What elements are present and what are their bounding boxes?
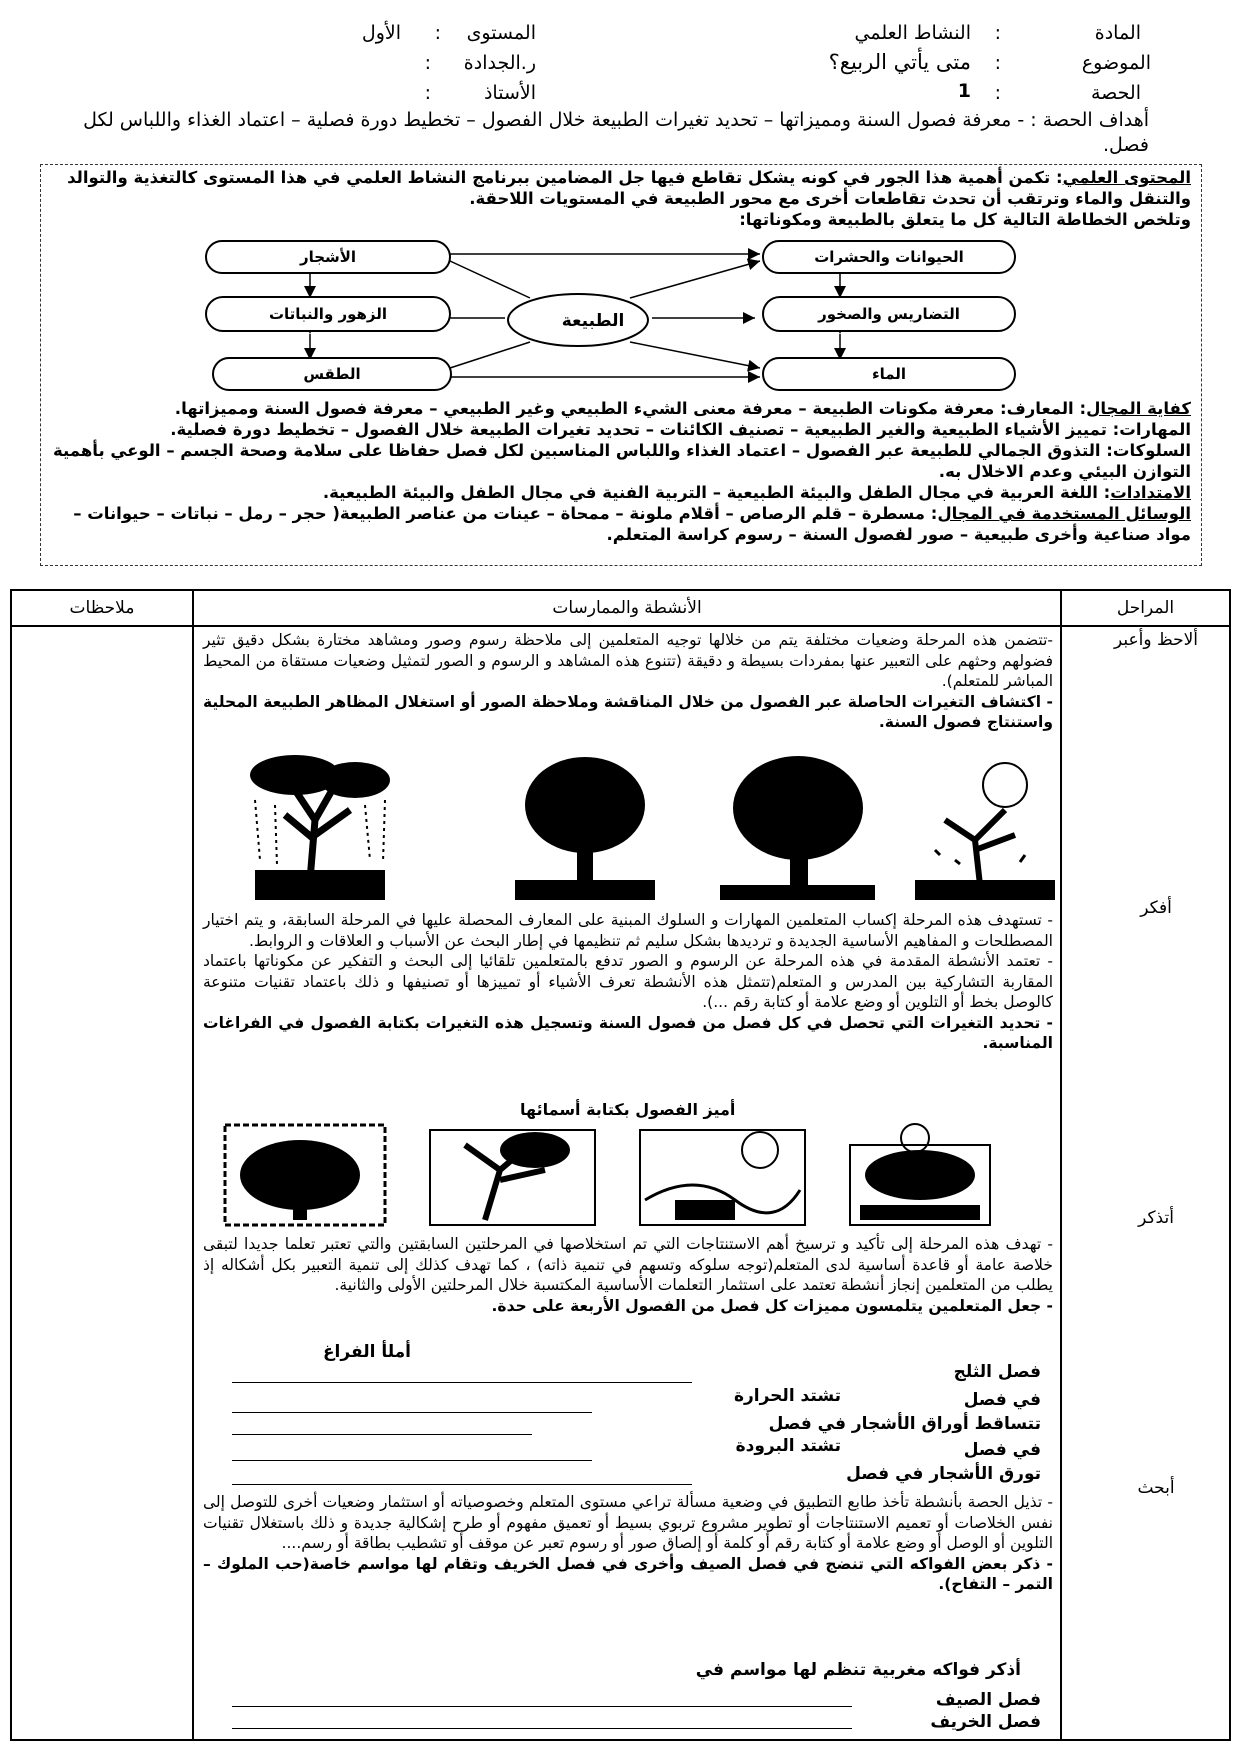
think-p1: - تستهدف هذه المرحلة إكساب المتعلمين المهارات و السلوك المبنية على المعارف المحصلة عليها في المرحلة السابقة، و يتم اختيار المصطلحات و المفاهيم الأساسية الجديدة و ترديدها بشكل سليم ثم تنظيمها في إطار البحث عن الأسباب و العلاقات و الروابط. <box>203 911 1053 950</box>
search-line-1: فصل الصيف <box>935 1690 1041 1710</box>
exercise-frame-2 <box>430 1130 595 1225</box>
tree-winter <box>250 755 390 900</box>
competence-section <box>50 398 1191 545</box>
search-p1: - تذيل الحصة بأنشطة تأخذ طابع التطبيق في وضعية مسألة تراعي مستوى المتعلم وخصوصياته أو استثمار وضعيات أخرى للتوصل إلى نفس الخلاصات أو تعميم الاستنتاجات أو تطوير مشروع تربوي بسيط أو تعميق مفهوم أو طرح إشكالية جديدة و ذلك باستغلال تقنيات التلوين أو الوصل أو وضع علامة أو كتابة رقم أو كلمة أو إلصاق صور أو رسوم تعبر عن موقف أو تشطيب بطاقة أو رسم.... <box>203 1493 1053 1552</box>
level-label: المستوى <box>466 22 536 44</box>
session-value: 1 <box>957 80 971 102</box>
exercise-frame-1 <box>225 1125 385 1225</box>
remember-p1: - تهدف هذه المرحلة إلى تأكيد و ترسيخ أهم الاستنتاجات التي تم استخلاصها في المرحلتين السابقتين والتي تعتبر تعلما جديدا لتبقى خلاصة عامة أو قاعدة أساسية لدى المتعلم(توجه سلوكه وتسهم في تنمية ذاته) ، كما تهدف كذلك إلى تنمية التعبير بكل أشكاله إذ يطلب من المتعلمين إنجاز أنشطة تعتمد على استثمار التعلمات الأساسية المكتسبة خلال المرحلتين الأولى والثانية. <box>203 1235 1053 1294</box>
observe-p1: -تتضمن هذه المرحلة وضعيات مختلفة يتم من خلالها توجيه المتعلمين إلى ملاحظة رسوم وصور ومشاهد مختارة بشكل دقيق تثير فضولهم وحثهم على التعبير عنها بمفردات بسيطة و دقيقة (تتنوع هذه المشاهد و الرسوم و الصور لتمثيل وضعيات مستقاة من المحيط المباشر للمتعلم). <box>203 631 1053 690</box>
tree-summer <box>515 757 655 900</box>
fill-blank-3[interactable] <box>232 1434 532 1435</box>
diagram-node-animals: الحيوانات والحشرات <box>762 240 1016 274</box>
stages-column <box>1061 626 1230 1740</box>
fill-blank-1[interactable] <box>232 1382 692 1383</box>
goals-label: أهداف الحصة : <box>1030 109 1149 131</box>
subject-label: المادة <box>1094 22 1141 44</box>
topic-value: متى يأتي الربيع؟ <box>828 50 971 74</box>
diagram-node-weather: الطقس <box>212 357 452 391</box>
colon: : <box>994 22 1001 44</box>
colon: : <box>994 82 1001 104</box>
tree-spring <box>720 756 875 900</box>
scientific-content-text: : تكمن أهمية هذا الجور في كونه يشكل تقاطع فيها جل المضامين ببرنامج النشاط العلمي في هذا المستوى كالتغذية والتوالد والتنقل والماء وترتقب أن تحدث تقاطعات أخرى مع محور الطبيعة في المستويات اللاحقة. <box>67 168 1191 208</box>
school-label: ر.الجدادة <box>463 52 536 74</box>
stage-observe: ألاحظ وأعبر <box>1113 630 1199 650</box>
fill-line-3: تشتد الحرارة <box>733 1386 841 1406</box>
observe-section <box>197 628 1061 733</box>
stage-remember: أتذكر <box>1138 1208 1174 1228</box>
level-value: الأول <box>361 22 401 44</box>
fill-line-1: فصل الثلج <box>953 1362 1041 1382</box>
header-notes: ملاحظات <box>11 590 193 626</box>
diagram-node-trees: الأشجار <box>205 240 451 274</box>
fill-line-7: تورق الأشجار في فصل <box>846 1464 1041 1484</box>
diagram-intro: وتلخص الخطاطة التالية كل ما يتعلق بالطبيعة ومكوناتها: <box>739 210 1191 229</box>
scientific-content-paragraph <box>50 168 1191 209</box>
season-trees-image <box>215 750 1065 910</box>
colon: : <box>994 52 1001 74</box>
arrow-diag-br <box>630 342 760 368</box>
diagram-node-water: الماء <box>762 357 1016 391</box>
topic-label: الموضوع <box>1081 52 1151 74</box>
competence-label: كفاية المجال <box>1086 399 1191 418</box>
stage-search: أبحث <box>1137 1478 1175 1498</box>
teacher-label: الأستاذ <box>483 82 536 104</box>
think-image-caption: أميز الفصول بكتابة أسمائها <box>520 1100 736 1119</box>
session-label: الحصة <box>1091 82 1141 104</box>
diagram-center-label: الطبيعة <box>561 311 625 331</box>
think-section <box>197 908 1061 1054</box>
search-section <box>197 1490 1061 1595</box>
extensions-text: : اللغة العربية في مجال الطفل والبيئة الطبيعية – التربية الفنية في مجال الطفل والبيئة الطبيعية. <box>322 483 1111 502</box>
arrow-diag-tr <box>630 261 760 298</box>
remember-p2: - جعل المتعلمين يتلمسون مميزات كل فصل من الفصول الأربعة على حدة. <box>491 1296 1053 1315</box>
colon: : <box>424 82 431 104</box>
fill-blank-5[interactable] <box>232 1484 692 1485</box>
extensions-label: الامتدادات <box>1110 483 1191 502</box>
subject-value: النشاط العلمي <box>854 22 971 44</box>
fill-blank-2[interactable] <box>232 1412 592 1413</box>
fill-line-5: في فصل <box>963 1440 1041 1460</box>
exercise-frame-3 <box>640 1130 805 1225</box>
notes-column <box>11 626 193 1740</box>
search-blank-2[interactable] <box>232 1728 852 1729</box>
fill-line-4: تتساقط أوراق الأشجار في فصل <box>768 1414 1041 1434</box>
arrow-diag-bl <box>450 342 530 368</box>
search-task: أذكر فواكه مغربية تنظم لها مواسم في <box>695 1660 1021 1680</box>
behaviors-text: السلوكات: التذوق الجمالي للطبيعة عبر الفصول – اعتماد الغذاء واللباس المناسبين لكل فصل حفاظا على سلامة وصحة الجسم – الوعي بأهمية التوازن البيئي وعدم الاخلال به. <box>53 441 1191 481</box>
arrow-diag-tl <box>450 261 530 298</box>
goals-text: - معرفة فصول السنة ومميزاتها – تحديد تغيرات الطبيعة خلال الفصول – تخطيط دورة فصلية – اعتماد الغذاء واللباس لكل فصل. <box>83 109 1149 156</box>
stage-think: أفكر <box>1140 898 1172 918</box>
observe-p2: - اكتشاف التغيرات الحاصلة عبر الفصول من خلال المناقشة وملاحظة الصور أو استغلال المظاهر الطبيعة المحلية واستنتاج فصول السنة. <box>203 692 1053 731</box>
seasons-exercise-image <box>215 1120 1065 1230</box>
colon: : <box>434 22 441 44</box>
think-p2: - تعتمد الأنشطة المقدمة في هذه المرحلة عن الرسوم و الصور تدفع بالمتعلمين تلقائيا إلى البحث و التفكير عن مكوناتها باعتماد المقاربة التشاركية بين المدرس و المتعلم(تتمثل هذه الأنشطة تعرف الأشياء أو تمييزها أو تصنيفها و ذلك باعتماد تقنيات متنوعة كالوصل بخط أو التلوين أو وضع علامة أو كتابة رقم ...). <box>203 952 1053 1011</box>
think-p3: - تحديد التغيرات التي تحصل في كل فصل من فصول السنة وتسجيل هذه التغيرات بكتابة الفصول في الفراغات المناسبة. <box>203 1013 1053 1052</box>
fill-line-2: في فصل <box>963 1390 1041 1410</box>
header-activities: الأنشطة والممارسات <box>193 590 1061 626</box>
fill-line-6: تشتد البرودة <box>735 1436 841 1456</box>
fill-blank-4[interactable] <box>232 1460 592 1461</box>
fill-title: أملأ الفراغ <box>322 1342 411 1362</box>
search-line-2: فصل الخريف <box>930 1712 1041 1732</box>
scientific-content-label: المحتوى العلمي <box>1062 168 1191 187</box>
colon: : <box>424 52 431 74</box>
session-goals <box>40 108 1149 158</box>
tools-label: الوسائل المستخدمة في المجال <box>937 504 1191 523</box>
diagram-node-flowers: الزهور والنباتات <box>205 296 451 332</box>
search-p2: - ذكر بعض الفواكه التي تنضج في فصل الصيف وأخرى في فصل الخريف وتقام لها مواسم خاصة(حب الملوك – التمر – التفاح). <box>203 1554 1053 1593</box>
skills-text: المهارات: تمييز الأشياء الطبيعية والغير الطبيعية – تصنيف الكائنات – تحديد تغيرات الطبيعة خلال الفصول – تخطيط دورة فصلية. <box>170 420 1191 439</box>
header-stages: المراحل <box>1061 590 1230 626</box>
search-blank-1[interactable] <box>232 1706 852 1707</box>
remember-section <box>197 1232 1061 1316</box>
tools-text: : مسطرة – قلم الرصاص – أقلام ملونة – ممحاة – عينات من عناصر الطبيعة( حجر – رمل – نباتات – حيوانات – مواد صناعية وأخرى طبيعية – صور لفصول السنة – رسوم كراسة المتعلم. <box>73 504 1191 544</box>
competence-text: : المعارف: معرفة مكونات الطبيعة – معرفة معنى الشيء الطبيعي وغير الطبيعي – معرفة فصول السنة ومميزاتها. <box>174 399 1087 418</box>
diagram-node-terrain: التضاريس والصخور <box>762 296 1016 332</box>
exercise-frame-4 <box>850 1124 990 1225</box>
tree-autumn <box>915 763 1055 900</box>
